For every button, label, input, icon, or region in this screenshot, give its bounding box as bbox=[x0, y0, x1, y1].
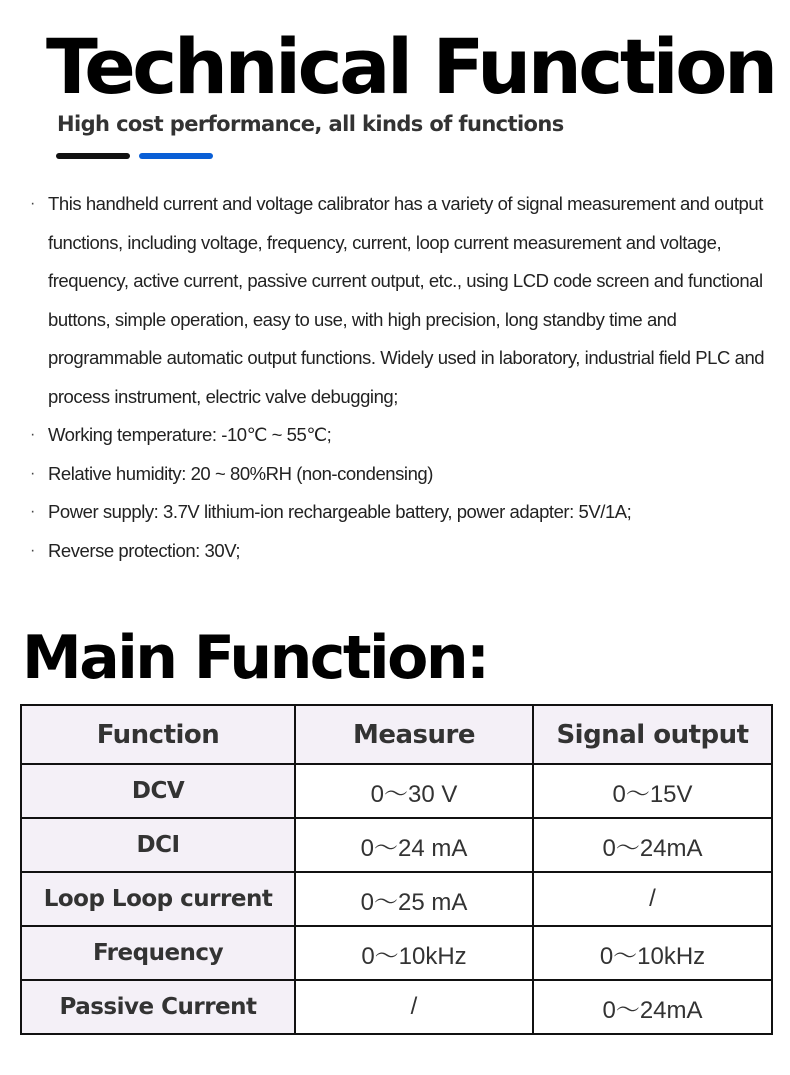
measure-cell: 0～24 mA bbox=[295, 818, 533, 872]
table-row bbox=[21, 980, 772, 1034]
spec-item-humidity bbox=[30, 455, 770, 494]
function-cell: Loop Loop current bbox=[21, 872, 295, 926]
function-cell: DCV bbox=[21, 764, 295, 818]
function-cell: Passive Current bbox=[21, 980, 295, 1034]
signal-output-cell: 0～15V bbox=[533, 764, 772, 818]
signal-output-cell: 0～24mA bbox=[533, 980, 772, 1034]
header-measure: Measure bbox=[295, 705, 533, 764]
spec-text: This handheld current and voltage calibrator has a variety of signal measurement and output functions, including voltage, frequency, current, loop current measurement and voltage, frequency, active current, passive current output, etc., using LCD code screen and functional buttons, simple operation, easy to use, with high precision, long standby time and programmable automatic output functions. Widely used in laboratory, industrial field PLC and process instrument, electric valve debugging; bbox=[48, 193, 765, 407]
bullet-icon: · bbox=[30, 541, 35, 559]
table-header-row bbox=[21, 705, 772, 764]
bullet-icon: · bbox=[30, 464, 35, 482]
table-row bbox=[21, 926, 772, 980]
spec-text: Reverse protection: 30V; bbox=[48, 539, 241, 561]
table-row bbox=[21, 872, 772, 926]
measure-cell: 0～25 mA bbox=[295, 872, 533, 926]
spec-item-power-supply bbox=[30, 493, 770, 532]
table-row bbox=[21, 764, 772, 818]
table-row bbox=[21, 818, 772, 872]
spec-item-description bbox=[30, 185, 770, 416]
spec-text: Power supply: 3.7V lithium-ion rechargeable battery, power adapter: 5V/1A; bbox=[48, 501, 632, 522]
measure-cell: 0～30 V bbox=[295, 764, 533, 818]
bullet-icon: · bbox=[30, 503, 35, 520]
function-table bbox=[20, 704, 773, 1035]
measure-cell: / bbox=[295, 980, 533, 1034]
bullet-icon: · bbox=[30, 426, 35, 443]
bullet-icon: · bbox=[30, 195, 35, 212]
spec-text: Relative humidity: 20 ~ 80%RH (non-condensing) bbox=[48, 462, 433, 484]
header-signal-output: Signal output bbox=[533, 705, 772, 764]
measure-cell: 0～10kHz bbox=[295, 926, 533, 980]
spec-item-reverse-protection bbox=[30, 532, 770, 571]
spec-text: Working temperature: -10℃ ~ 55℃; bbox=[48, 424, 332, 445]
main-function-title: Main Function: bbox=[22, 623, 488, 693]
header-function: Function bbox=[21, 705, 295, 764]
decorative-bar-black bbox=[56, 153, 130, 159]
signal-output-cell: 0～10kHz bbox=[533, 926, 772, 980]
page-subtitle: High cost performance, all kinds of functions bbox=[57, 112, 564, 136]
page-title: Technical Function bbox=[46, 22, 775, 111]
signal-output-cell: / bbox=[533, 872, 772, 926]
spec-list bbox=[30, 185, 770, 570]
signal-output-cell: 0～24mA bbox=[533, 818, 772, 872]
function-cell: Frequency bbox=[21, 926, 295, 980]
function-cell: DCI bbox=[21, 818, 295, 872]
spec-item-temperature bbox=[30, 416, 770, 455]
decorative-bar-blue bbox=[139, 153, 213, 159]
